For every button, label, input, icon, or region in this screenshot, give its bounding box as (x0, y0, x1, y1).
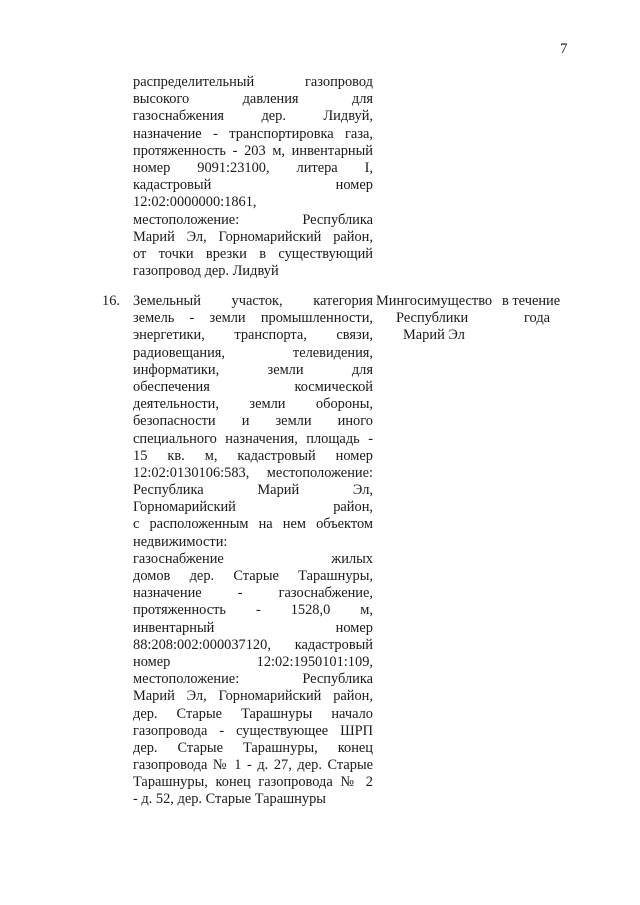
text-line: Марий Эл, Горномарийский район, (133, 688, 373, 705)
text-line: назначение - транспортировка газа, (133, 125, 373, 142)
text-line: распределительный газопровод (133, 74, 373, 90)
page-number: 7 (560, 41, 568, 57)
text-line: местоположение: Республика (133, 211, 373, 228)
executor-line: Мингосимущество (376, 293, 493, 309)
row-number: 16. (102, 293, 120, 309)
text-line: информатики, земли для (133, 361, 373, 378)
text-line: - д. 52, дер. Старые Тарашнуры (133, 791, 326, 808)
text-line: высокого давления для (133, 91, 373, 108)
text-line: Республика Марий Эл, (133, 482, 373, 499)
text-line: 88:208:002:000037120, кадастровый (133, 636, 373, 653)
text-line: энергетики, транспорта, связи, (133, 327, 373, 344)
term-line: года (524, 310, 551, 327)
row-16-executor (376, 293, 500, 345)
text-line: назначение - газоснабжение, (133, 585, 373, 602)
text-line: специального назначения, площадь - (133, 430, 373, 447)
text-line: домов дер. Старые Тарашнуры, (133, 568, 373, 584)
text-line: кадастровый номер (133, 177, 373, 194)
text-line: местоположение: Республика (133, 671, 373, 688)
text-line: газопровода - существующее ШРП (133, 722, 373, 739)
row-16-term (502, 293, 565, 327)
text-line: газоснабжение жилых (133, 550, 373, 567)
text-line: 12:02:0130106:583, местоположение: (133, 464, 373, 481)
text-line: 12:02:0000000:1861, (133, 194, 257, 211)
text-line: безопасности и земли иного (133, 413, 373, 430)
text-line: Горномарийский район, (133, 499, 373, 516)
text-line: дер. Старые Тарашнуры, конец (133, 739, 373, 756)
row-16-description (133, 293, 373, 809)
text-line: номер 12:02:1950101:109, (133, 653, 373, 670)
text-line: обеспечения космической (133, 378, 373, 395)
term-line: в течение (502, 293, 561, 309)
text-line: инвентарный номер (133, 619, 373, 636)
text-line: газопровода № 1 - д. 27, дер. Старые (133, 757, 373, 774)
text-line: деятельности, земли обороны, (133, 396, 373, 413)
text-line: с расположенным на нем объектом (133, 516, 373, 533)
text-line: протяженность - 203 м, инвентарный (133, 142, 373, 159)
text-line: от точки врезки в существующий (133, 245, 373, 262)
text-line: газоснабжения дер. Лидвуй, (133, 108, 373, 125)
text-line: земель - земли промышленности, (133, 310, 373, 327)
text-line: Марий Эл, Горномарийский район, (133, 228, 373, 245)
text-line: газопровод дер. Лидвуй (133, 263, 279, 280)
text-line: протяженность - 1528,0 м, (133, 602, 373, 619)
prev-row-description (133, 74, 373, 280)
text-line: Земельный участок, категория (133, 293, 373, 309)
text-line: радиовещания, телевидения, (133, 344, 373, 361)
executor-line: Марий Эл (403, 327, 465, 344)
text-line: Тарашнуры, конец газопровода № 2 (133, 774, 373, 791)
text-line: дер. Старые Тарашнуры начало (133, 705, 373, 722)
text-line: недвижимости: (133, 533, 228, 550)
text-line: номер 9091:23100, литера I, (133, 159, 373, 176)
executor-line: Республики (396, 310, 469, 327)
text-line: 15 кв. м, кадастровый номер (133, 447, 373, 464)
